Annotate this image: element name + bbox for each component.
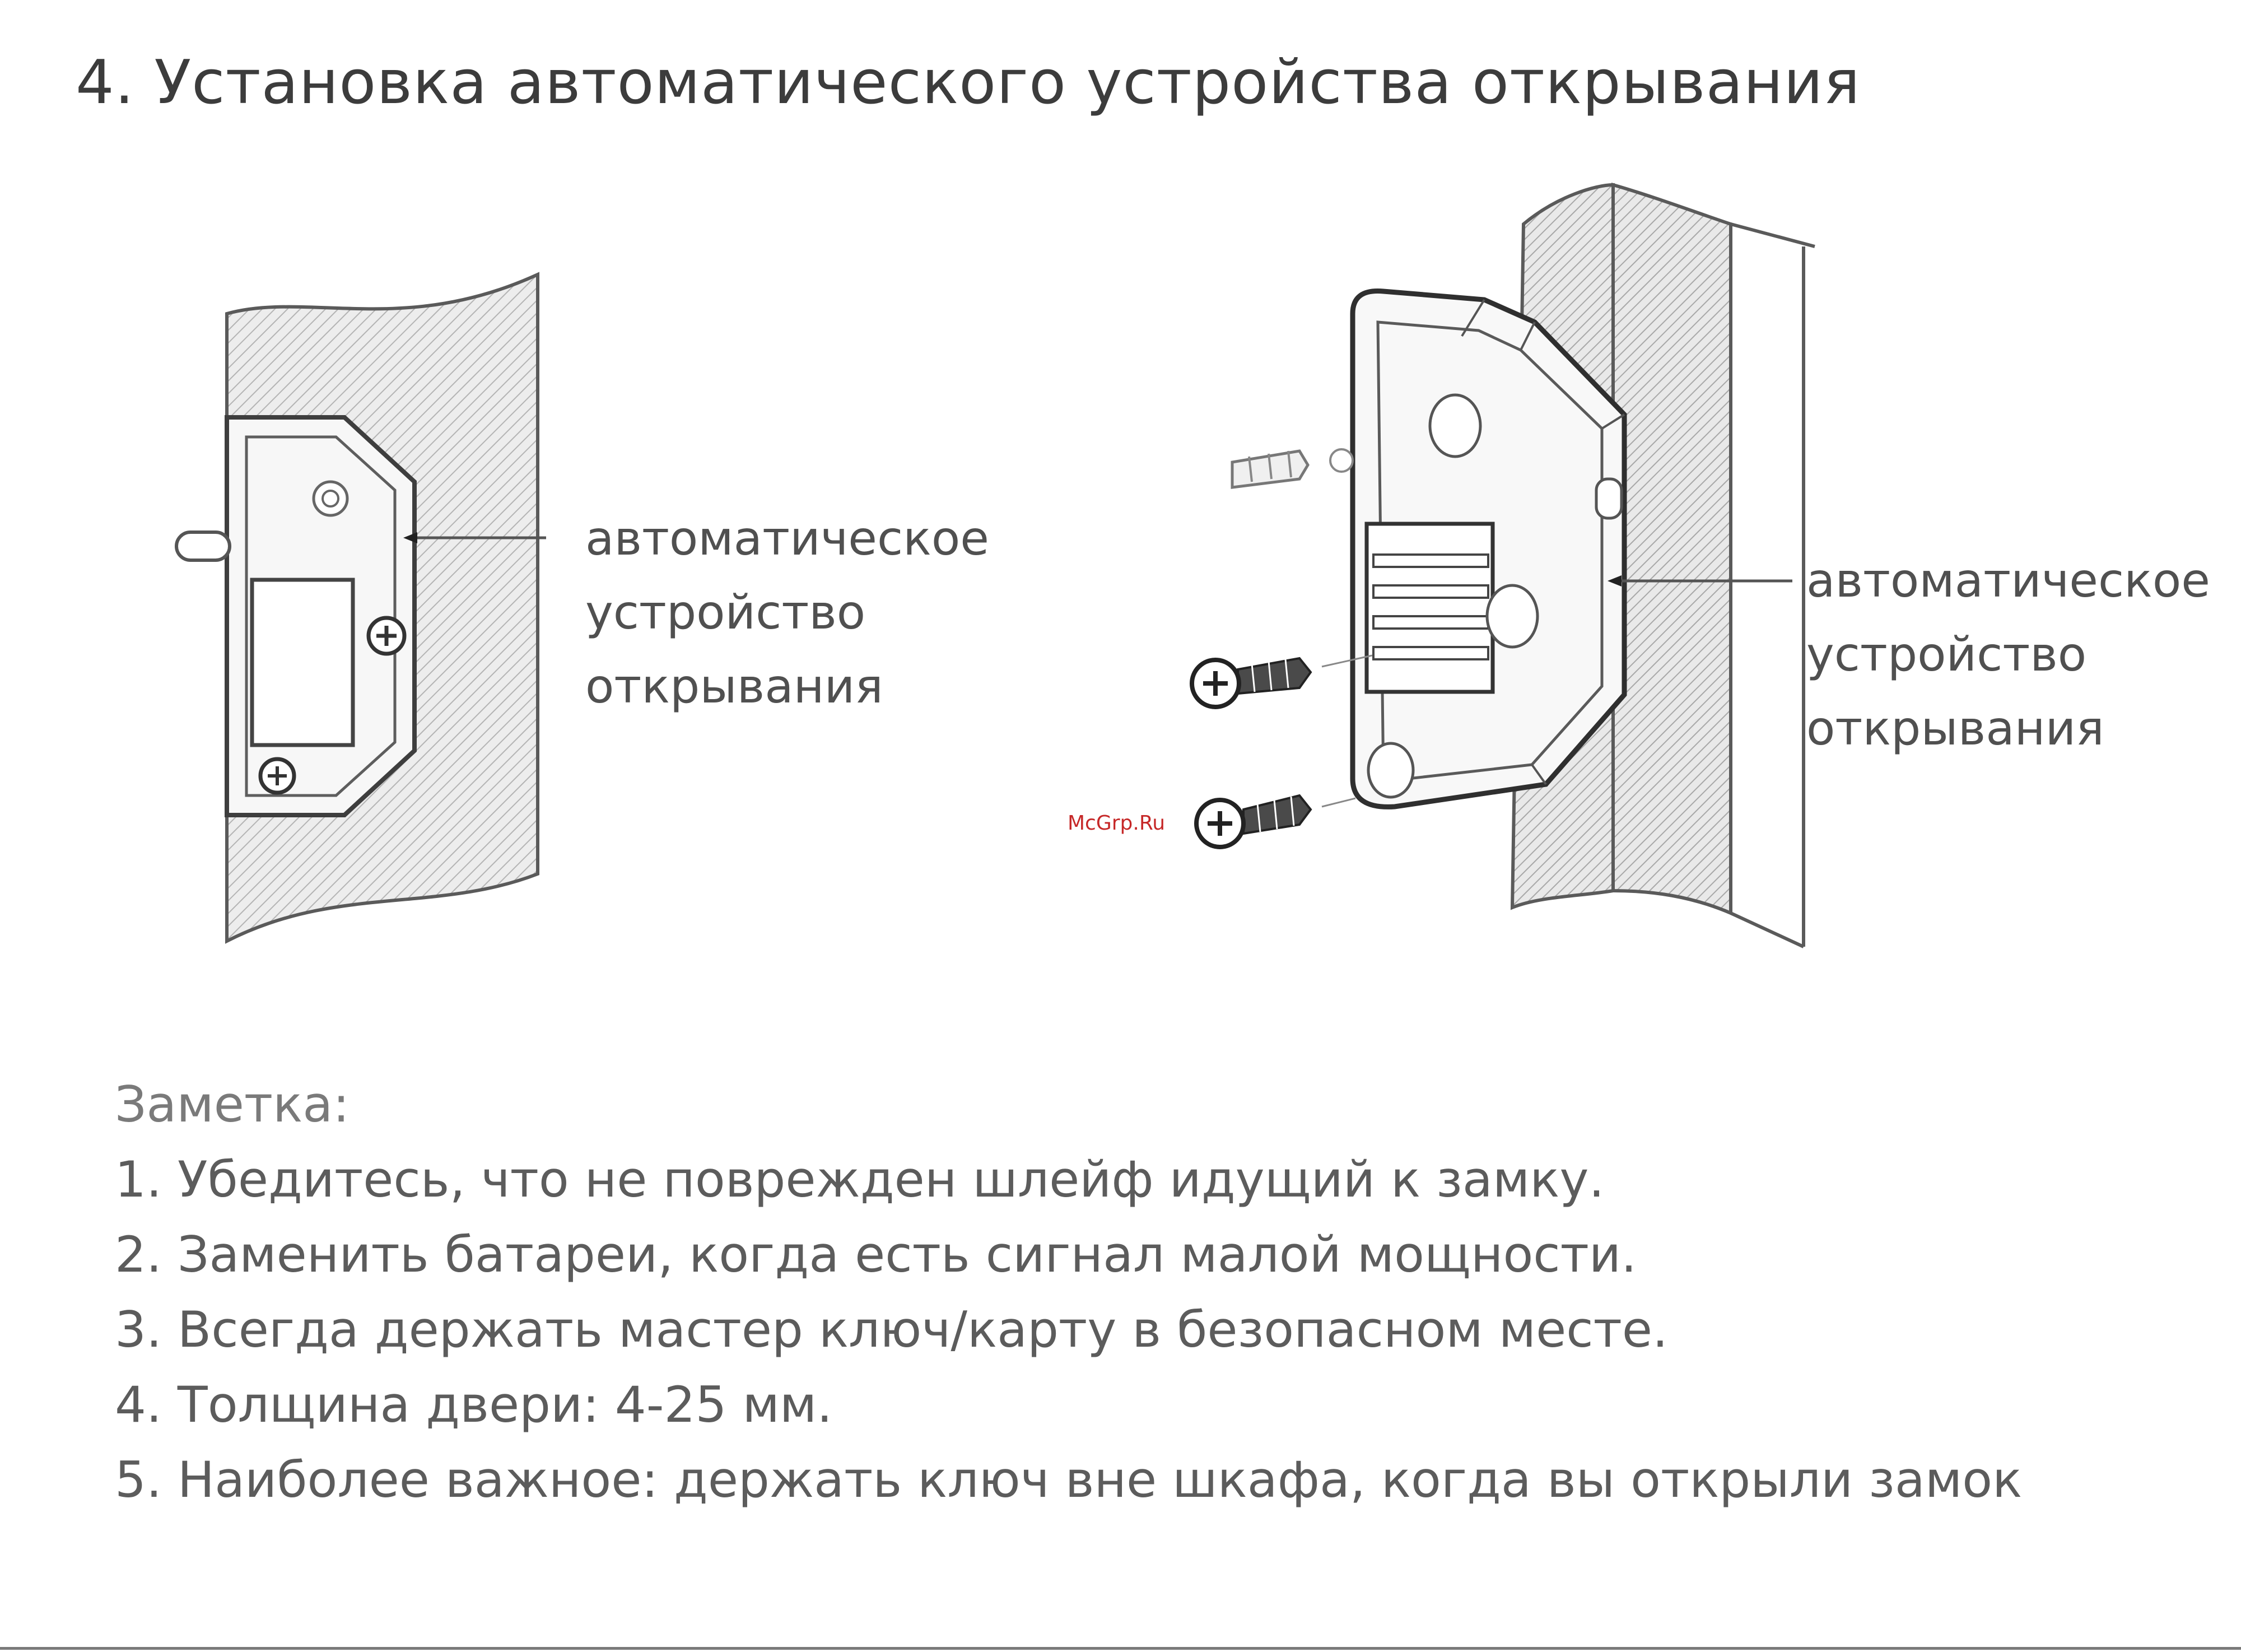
- notes-section: [115, 1067, 2022, 1518]
- left-screw-icon-top: [314, 482, 347, 515]
- page-title: 4. Установка автоматического устройства открывания: [76, 48, 1861, 118]
- left-callout-line-3: открывания: [585, 659, 883, 714]
- left-opener-device: [176, 417, 414, 815]
- right-callout-line-2: устройство: [1806, 627, 2087, 682]
- note-item-1: 1. Убедитесь, что не поврежден шлейф идущий к замку.: [115, 1151, 1605, 1208]
- note-item-5: 5. Наиболее важное: держать ключ вне шкафа, когда вы открыли замок: [115, 1451, 2023, 1509]
- right-screw-icon-lower: [1196, 795, 1355, 847]
- right-screw-icon-upper: [1192, 655, 1372, 707]
- note-item-3: 3. Всегда держать мастер ключ/карту в безопасном месте.: [115, 1301, 1668, 1358]
- left-callout-line-2: устройство: [585, 585, 866, 640]
- note-item-4: 4. Толщина двери: 4-25 мм.: [115, 1376, 833, 1434]
- watermark: McGrp.Ru: [1068, 812, 1166, 835]
- right-anchor-plug-icon: [1232, 449, 1353, 487]
- left-screw-icon-middle: [369, 618, 404, 654]
- right-callout-line-1: автоматическое: [1806, 553, 2210, 608]
- left-callout-label: [585, 501, 989, 723]
- note-item-2: 2. Заменить батареи, когда есть сигнал малой мощности.: [115, 1226, 1637, 1283]
- right-callout-label: [1806, 543, 2210, 765]
- notes-heading: Заметка:: [115, 1076, 350, 1133]
- right-callout-line-3: открывания: [1806, 701, 2104, 756]
- bottom-divider: [0, 1647, 2241, 1650]
- left-screw-icon-bottom: [260, 759, 294, 793]
- left-callout-line-1: автоматическое: [585, 511, 989, 566]
